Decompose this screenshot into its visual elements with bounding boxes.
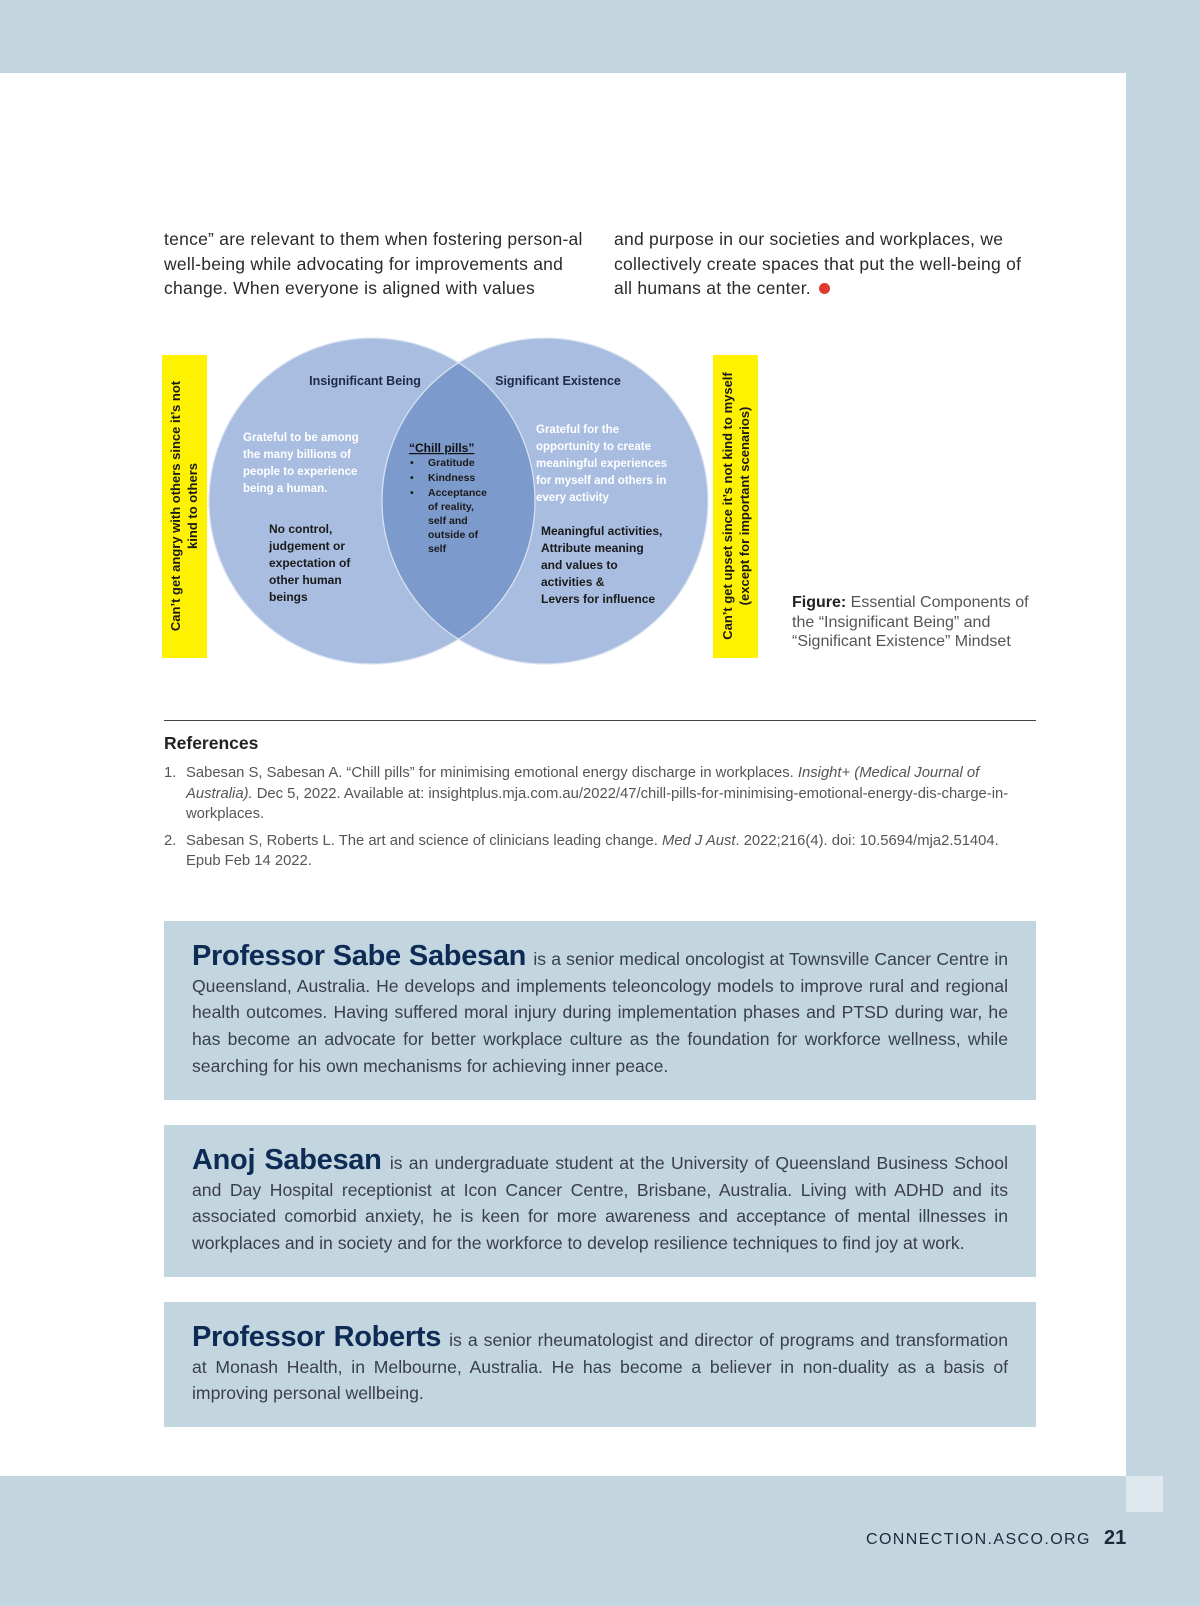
svg-text:Kindness: Kindness (428, 472, 476, 484)
left-bar-line-2: kind to others (185, 463, 200, 549)
center-title: “Chill pills” (409, 441, 475, 455)
reference-item (164, 831, 1036, 872)
reference-details: . 2022;216(4). doi: 10.5694/mja2.51404. Epub Feb 14 2022. (186, 832, 999, 869)
reference-number: 1. (164, 765, 177, 781)
right-bar-line-1: Can’t get upset since it’s not kind to myself (720, 372, 735, 640)
svg-text:Gratitude: Gratitude (428, 457, 475, 469)
svg-text:activities &: activities & (541, 575, 605, 589)
references-divider (164, 720, 1036, 721)
bio-text: is a senior rheumatologist and director of programs and transformation at Monash Health, in Melbourne, Australia. He has become a believer in non-duality as a basis of improving personal wellbeing. (192, 1330, 1008, 1404)
references-title: References (164, 733, 259, 753)
svg-text:beings: beings (269, 590, 308, 604)
reference-text: Sabesan S, Sabesan A. “Chill pills” for minimising emotional energy discharge in workplaces. (186, 765, 794, 781)
svg-text:for myself and others in: for myself and others in (536, 475, 667, 487)
svg-text:self: self (428, 543, 447, 555)
reference-item (164, 763, 1036, 825)
venn-diagram (160, 335, 760, 667)
svg-text:•: • (410, 487, 414, 499)
bio-text: is an undergraduate student at the University of Queensland Business School and Day Hospital receptionist at Icon Cancer Centre, Brisbane, Australia. Living with ADHD and its associated comorbid anxiety, he is keen for more awareness and acceptance of mental illnesses in workplaces and in society and for the workforce to develop resilience techniques to find joy at work. (192, 1153, 1008, 1254)
bio-name: Professor Roberts (192, 1321, 442, 1353)
intro-column-1 (164, 227, 586, 301)
reference-number: 2. (164, 832, 177, 849)
svg-text:other human: other human (269, 573, 342, 587)
figure-caption-label: Figure: (792, 594, 847, 611)
page-number: 21 (1104, 1527, 1127, 1549)
svg-text:Grateful to be among: Grateful to be among (243, 432, 359, 444)
page (0, 73, 1126, 1476)
left-title: Insignificant Being (309, 374, 421, 388)
reference-journal: Insight+ (Medical Journal of Australia). (186, 765, 980, 802)
svg-text:the many billions of: the many billions of (243, 449, 351, 461)
intro-column-2 (614, 227, 1036, 301)
svg-text:judgement or: judgement or (269, 539, 346, 553)
svg-text:Grateful for the: Grateful for the (536, 424, 620, 436)
svg-text:•: • (410, 472, 414, 484)
reference-text: Sabesan S, Roberts L. The art and science of clinicians leading change. (186, 832, 658, 849)
svg-text:opportunity to create: opportunity to create (536, 441, 652, 453)
svg-text:every activity: every activity (536, 492, 609, 504)
references-list (164, 763, 1036, 878)
footer-site: CONNECTION.ASCO.ORG (866, 1531, 1091, 1548)
svg-text:self and: self and (428, 515, 468, 527)
bio-name: Professor Sabe Sabesan (192, 940, 527, 972)
bio-box-anoj-sabesan (164, 1125, 1036, 1277)
intro-col1-text: tence” are relevant to them when fostering person-al well-being while advocating for improvements and change. When everyone is aligned with values (164, 229, 583, 298)
bio-name: Anoj Sabesan (192, 1144, 382, 1176)
svg-text:Levers for influence: Levers for influence (541, 592, 656, 606)
right-title: Significant Existence (495, 374, 621, 388)
svg-text:being a human.: being a human. (243, 483, 328, 495)
right-bar-line-2: (except for important scenarios) (737, 406, 752, 606)
intro-col2-text: and purpose in our societies and workplaces, we collectively create spaces that put the well-being of all humans at the center. (614, 229, 1022, 298)
reference-journal: Med J Aust (662, 832, 736, 849)
figure-caption (792, 593, 1032, 652)
left-bar-line-1: Can’t get angry with others since it’s not (168, 380, 183, 632)
figure-caption-text: Essential Components of the “Insignificant Being” and “Significant Existence” Mindset (792, 594, 1029, 650)
svg-text:and values to: and values to (541, 558, 618, 572)
bio-box-sabe-sabesan (164, 921, 1036, 1100)
svg-text:Acceptance: Acceptance (428, 487, 487, 499)
svg-text:expectation of: expectation of (269, 556, 351, 570)
reference-details: Dec 5, 2022. Available at: insightplus.mja.com.au/2022/47/chill-pills-for-minimising-emotional-energy-dis-charge-in-workplaces. (186, 785, 1009, 822)
bio-text: is a senior medical oncologist at Townsville Cancer Centre in Queensland, Australia. He develops and implements teleoncology models to improve rural and regional health outcomes. Having suffered moral injury during implementation phases and PTSD during war, he has become an advocate for better workplace culture as the foundation for workforce wellness, while searching for his own mechanisms for achieving inner peace. (192, 949, 1009, 1076)
svg-text:Meaningful activities,: Meaningful activities, (541, 524, 663, 538)
bio-box-professor-roberts (164, 1302, 1036, 1427)
svg-text:people to experience: people to experience (243, 466, 358, 478)
svg-text:No control,: No control, (269, 522, 333, 536)
svg-text:•: • (410, 457, 414, 469)
svg-text:meaningful experiences: meaningful experiences (536, 458, 668, 470)
venn-figure (160, 335, 760, 667)
page-corner-notch (1126, 1476, 1163, 1512)
svg-text:Attribute meaning: Attribute meaning (541, 541, 644, 555)
end-mark-icon (819, 283, 830, 294)
intro-text (164, 227, 1036, 301)
svg-text:outside of: outside of (428, 529, 479, 541)
svg-text:of reality,: of reality, (428, 501, 474, 513)
